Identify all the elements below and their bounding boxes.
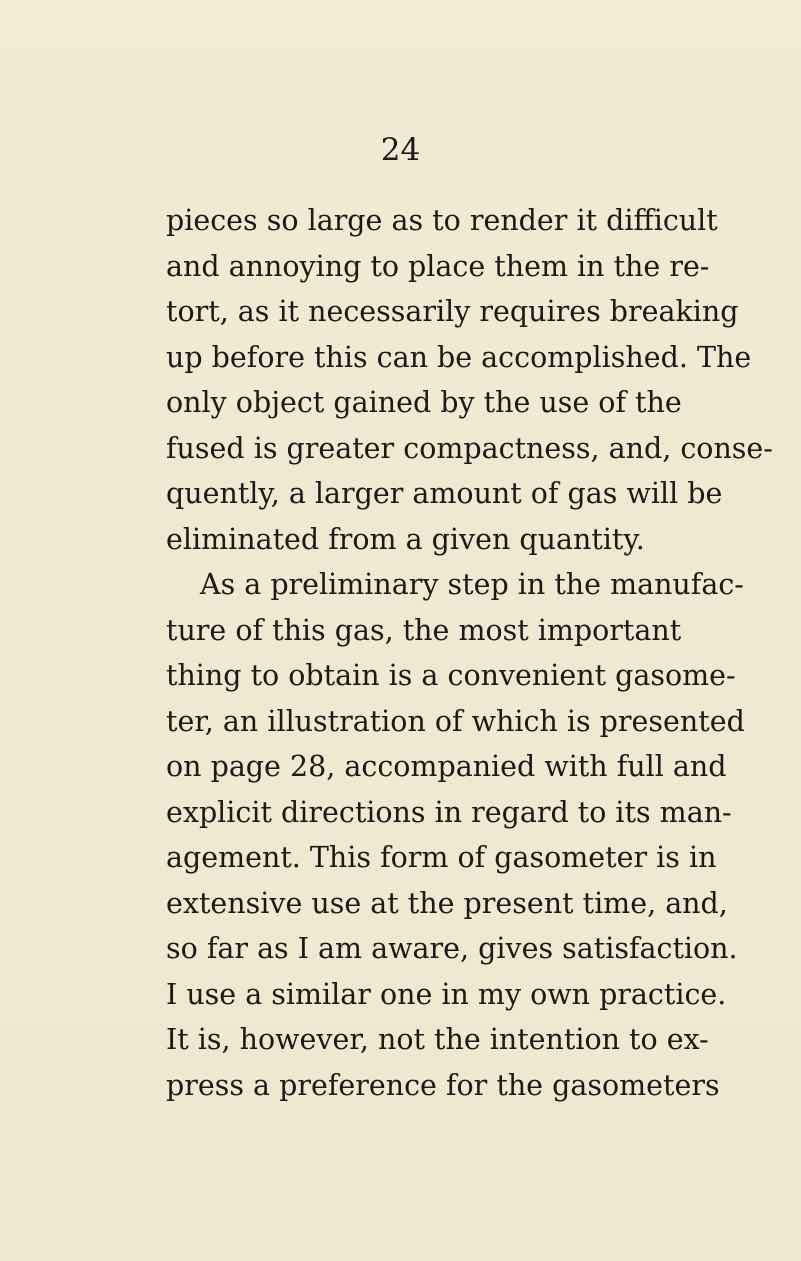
text-line: It is, however, not the intention to ex- [166,1023,709,1056]
text-line: press a preference for the gasometers [166,1068,720,1102]
text-line: fused is greater compactness, and, conse- [166,431,773,465]
text-line: quently, a larger amount of gas will be [166,477,723,510]
text-line: so far as I am aware, gives satisfaction. [166,932,738,965]
body-text [166,198,773,1108]
text-line: ture of this gas, the most important [166,613,682,647]
text-line: tort, as it necessarily requires breaking [166,295,739,328]
page-number: 24 [380,132,421,168]
text-line: on page 28, accompanied with full and [166,750,727,783]
text-line: ter, an illustration of which is presented [166,704,745,738]
text-line: only object gained by the use of the [166,386,682,419]
text-line: up before this can be accomplished. The [166,340,752,374]
text-line: As a preliminary step in the manufac- [200,568,744,601]
text-line: explicit directions in regard to its man- [166,795,732,829]
text-line: and annoying to place them in the re- [166,249,710,283]
text-line: eliminated from a given quantity. [166,522,645,556]
text-line: agement. This form of gasometer is in [166,841,717,874]
text-line: pieces so large as to render it difficult [166,204,718,237]
text-line: thing to obtain is a convenient gasome- [166,659,736,692]
text-line: I use a similar one in my own practice. [166,977,727,1011]
text-line: extensive use at the present time, and, [166,886,728,920]
